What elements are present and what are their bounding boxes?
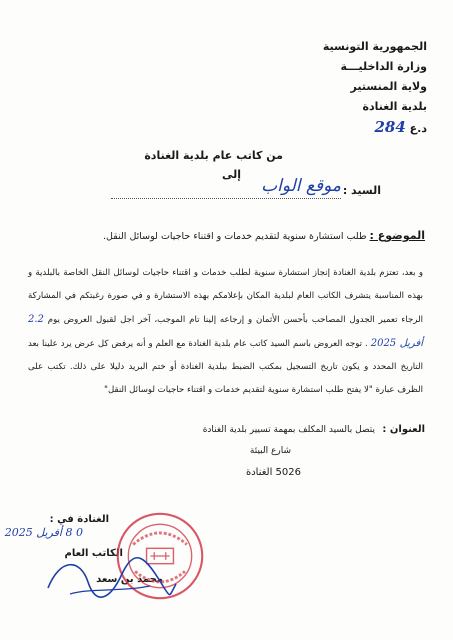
header-municipality: بلدية الغنادة — [362, 100, 427, 113]
from-line: من كاتب عام بلدية الغنادة — [144, 149, 283, 162]
subject-label: الموضوع : — [369, 229, 425, 242]
address-line-1: يتصل بالسيد المكلف بمهمة تسيير بلدية الغنادة — [202, 425, 375, 435]
subject-line — [103, 229, 425, 242]
address-line-2: شارع البيئة — [249, 446, 291, 456]
header-ministry: وزارة الداخليـــة — [340, 60, 427, 73]
subject-text: طلب استشارة سنوية لتقديم خدمات و اقتناء حاجيات لوسائل النقل. — [103, 231, 367, 242]
to-line: إلى — [221, 168, 241, 181]
body-paragraph — [28, 262, 423, 402]
signature-place-date-label: الغنادة في : — [49, 514, 109, 525]
recipient-name: موقع الواب — [261, 176, 341, 196]
header-governorate: ولاية المنستير — [350, 80, 427, 93]
recipient-dotted-line — [111, 198, 341, 199]
reference-handwritten-number: 284 — [374, 118, 406, 136]
header-republic: الجمهورية التونسية — [322, 40, 427, 53]
body-part-2: . توجه العروض باسم السيد كاتب عام بلدية الغنادة مع العلم و أنه يرفض كل عرض يرد علينا بعد التاريخ المحدد و يكون تاريخ التسجيل بمكتب الضبط ببلدية الغنادة أو ختم البريد دليلا على ذلك. تكتب على الظرف عبارة "لا يفتح طلب استشارة سنوية لتقديم خدمات و اقتناء حاجيات لوسائل النقل" — [28, 339, 423, 395]
signature-name: محمد بن سعد — [96, 574, 163, 585]
reference-prefix: د.ع — [409, 122, 427, 135]
address-line-3: 5026 الغنادة — [245, 467, 301, 478]
address-label: العنوان : — [382, 424, 425, 435]
signature-title: الكاتب العام — [64, 548, 123, 559]
signature-date-handwritten: 0 8 أفريل 2025 — [4, 526, 83, 539]
deadline-handwritten: 2.2 أفريل 2025 — [28, 314, 424, 349]
body-part-1: و بعد، تعتزم بلدية الغنادة إنجاز استشارة سنوية لطلب خدمات و اقتناء حاجيات لوسائل النقل الخاصة بالبلدية و بهذه المناسبة يتشرف الكاتب العام لبلدية المكان بإعلامكم بهذه الاستشارة و في صورة رغبتكم في المشاركة الرجاء تعمير الجدول المصاحب بأحسن الأثمان و إرجاعه إلينا تام الموجب، آخر اجل لقبول العروض يوم — [28, 268, 424, 325]
recipient-label: السيد : — [342, 184, 381, 197]
handwritten-signature — [40, 548, 180, 608]
reference-number — [372, 118, 428, 136]
